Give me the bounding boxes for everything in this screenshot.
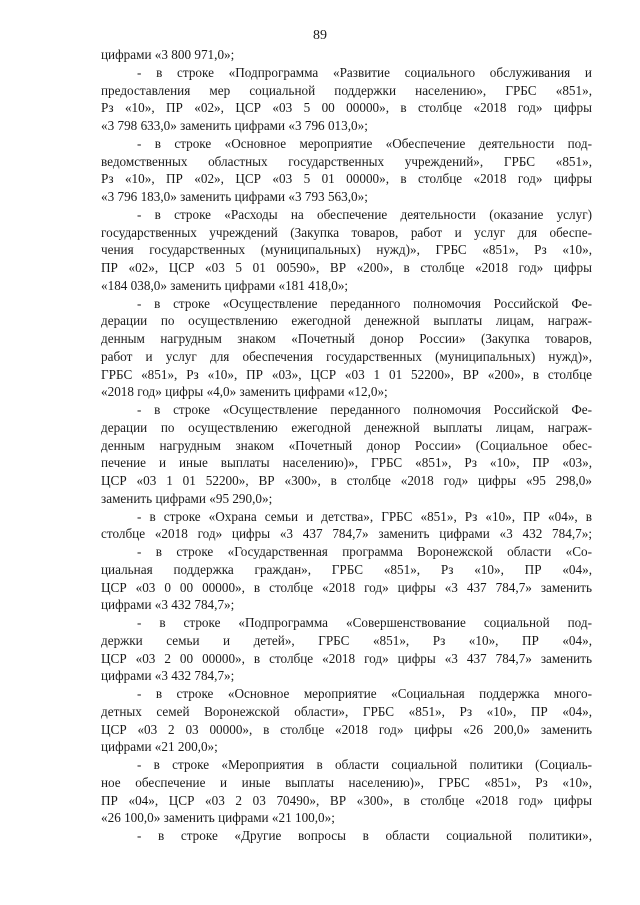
text-line: циальная поддержка граждан», ГРБС «851», Рз «10», ПР «04», <box>101 561 592 577</box>
text-line: - в строке «Расходы на обеспечение деятельности (оказание услуг) <box>137 206 592 222</box>
text-line: государственных учреждений (Закупка товаров, работ и услуг для обеспе- <box>101 224 592 240</box>
text-line: - в строке «Мероприятия в области социальной политики (Социаль- <box>137 757 592 772</box>
page-number: 89 <box>313 28 327 43</box>
text-line: ПР «04», ЦСР «03 2 03 70490», ВР «300», в столбце «2018 год» цифры <box>101 792 592 808</box>
text-line: - в строке «Основное мероприятие «Социальная поддержка много- <box>137 686 592 701</box>
text-line: работ и услуг для обеспечения государственных (муниципальных) нужд)», <box>101 348 592 364</box>
text-line: ное обеспечение и иные выплаты населению)», ГРБС «851», Рз «10», <box>101 774 592 790</box>
text-line: - в строке «Осуществление переданного полномочия Российской Фе- <box>137 295 592 311</box>
text-line: денным нагрудным знаком «Почетный донор России» (Социальное обес- <box>101 437 592 453</box>
text-line: предоставления мер социальной поддержки населению», ГРБС «851», <box>101 82 592 98</box>
text-line: ГРБС «851», Рз «10», ПР «03», ЦСР «03 1 01 52200», ВР «200», в столбце <box>101 366 592 382</box>
text-line: чения государственных (муниципальных) нужд)», ГРБС «851», Рз «10», <box>101 242 592 258</box>
text-line: цифрами «3 800 971,0»; <box>101 47 235 62</box>
text-line: - в строке «Другие вопросы в области социальной политики», <box>137 828 592 843</box>
text-line: ЦСР «03 2 00 00000», в столбце «2018 год» цифры «3 437 784,7» заменить <box>101 650 592 666</box>
text-line: - в строке «Охрана семьи и детства», ГРБС «851», Рз «10», ПР «04», в <box>137 508 592 524</box>
text-line: - в строке «Подпрограмма «Совершенствование социальной под- <box>137 615 592 630</box>
text-line: заменить цифрами «95 290,0»; <box>101 490 273 506</box>
text-line: детных семей Воронежской области», ГРБС «851», Рз «10», ПР «04», <box>101 703 592 719</box>
text-line: столбце «2018 год» цифры «3 437 784,7» заменить цифрами «3 432 784,7»; <box>101 526 592 542</box>
text-line: - в строке «Основное мероприятие «Обеспечение деятельности под- <box>137 135 592 151</box>
text-line: «3 796 183,0» заменить цифрами «3 793 563,0»; <box>101 189 368 204</box>
text-line: дерации по осуществлению ежегодной денежной выплаты лицам, награж- <box>101 419 592 435</box>
text-line: ЦСР «03 2 03 00000», в столбце «2018 год» цифры «26 200,0» заменить <box>101 721 592 737</box>
text-line: печение и иные выплаты населению)», ГРБС «851», Рз «10», ПР «03», <box>101 455 592 471</box>
text-line: ЦСР «03 0 00 00000», в столбце «2018 год» цифры «3 437 784,7» заменить <box>101 579 592 595</box>
text-line: цифрами «3 432 784,7»; <box>101 597 235 613</box>
text-line: - в строке «Подпрограмма «Развитие социального обслуживания и <box>137 64 592 80</box>
text-line: дерации по осуществлению ежегодной денежной выплаты лицам, награж- <box>101 313 592 329</box>
text-line: - в строке «Государственная программа Воронежской области «Со- <box>137 544 592 559</box>
document-body <box>101 46 592 845</box>
text-line: Рз «10», ПР «02», ЦСР «03 5 00 00000», в столбце «2018 год» цифры <box>101 100 592 116</box>
text-line: - в строке «Осуществление переданного полномочия Российской Фе- <box>137 402 592 417</box>
text-line: ПР «02», ЦСР «03 5 01 00590», ВР «200», в столбце «2018 год» цифры <box>101 260 592 275</box>
text-line: «3 798 633,0» заменить цифрами «3 796 013,0»; <box>101 118 368 133</box>
text-line: ЦСР «03 1 01 52200», ВР «300», в столбце «2018 год» цифры «95 298,0» <box>101 473 592 488</box>
text-line: денным нагрудным знаком «Почетный донор России» (Закупка товаров, <box>101 331 592 346</box>
text-line: Рз «10», ПР «02», ЦСР «03 5 01 00000», в столбце «2018 год» цифры <box>101 171 592 187</box>
text-line: держки семьи и детей», ГРБС «851», Рз «10», ПР «04», <box>101 632 592 648</box>
text-line: ведомственных областных государственных учреждений», ГРБС «851», <box>101 153 592 169</box>
text-line: «184 038,0» заменить цифрами «181 418,0»; <box>101 277 349 293</box>
text-line: «2018 год» цифры «4,0» заменить цифрами «12,0»; <box>101 384 388 400</box>
text-line: «26 100,0» заменить цифрами «21 100,0»; <box>101 810 335 826</box>
text-line: цифрами «21 200,0»; <box>101 739 218 755</box>
text-line: цифрами «3 432 784,7»; <box>101 668 235 684</box>
